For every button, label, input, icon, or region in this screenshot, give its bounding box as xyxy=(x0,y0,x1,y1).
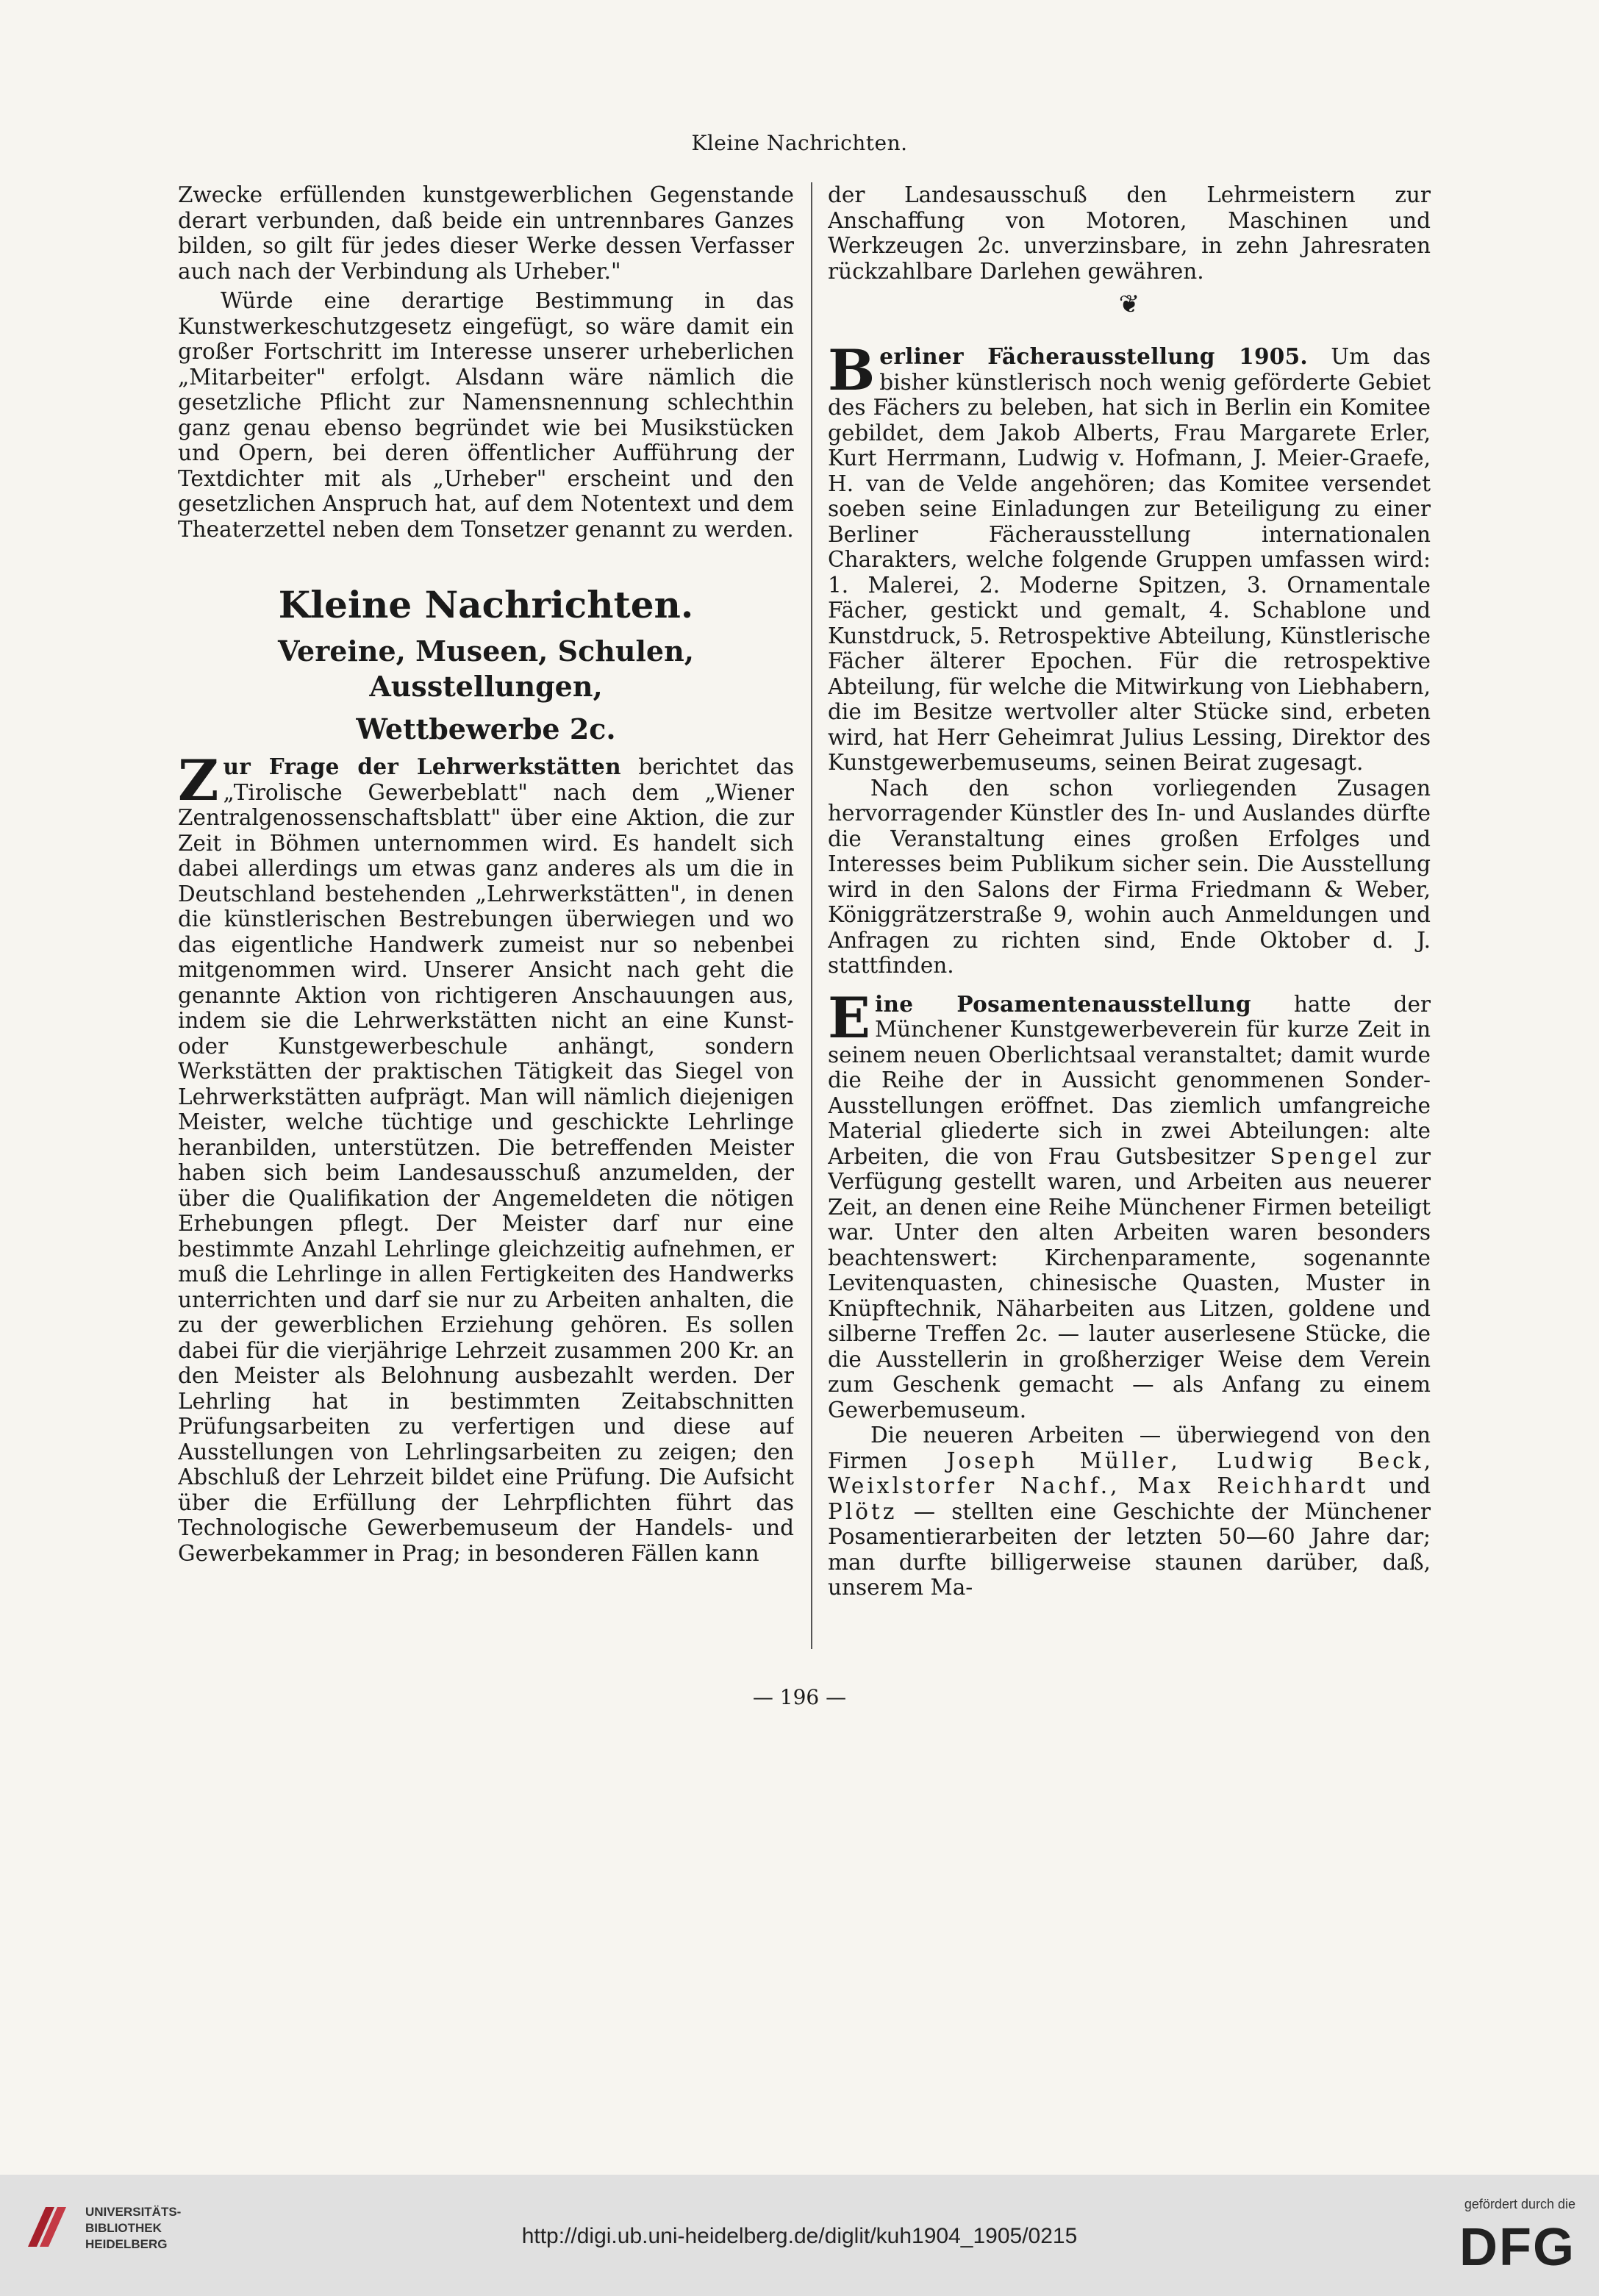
lead-in: ur Frage der Lehrwerkstätten xyxy=(223,754,621,779)
paragraph-text: , xyxy=(1170,1448,1217,1473)
paragraph-text: hatte der Münchener Kunstgewerbeverein für kurze Zeit in seinem neuen Oberlichtsaal veranstaltet; damit wurde die Reihe der in Aussicht genommenen Sonder-Ausstellungen eröffnet. Das ziemlich umfangreiche Material gliederte sich in zwei Abteilungen: alte Arbeiten, die von Frau Gutsbesitzer xyxy=(828,991,1431,1169)
section-subtitle: Wettbewerbe 2c. xyxy=(356,712,616,745)
paragraph-text: zur Verfügung gestellt waren, und Arbeiten aus neuerer Zeit, an denen eine Reihe Münchener Firmen beteiligt war. Unter den alten Arbeiten waren besonders beachtenswert: Kirchenparamente, sogenannte Levitenquasten, chinesische Quasten, Muster in Knüpftechnik, Näharbeiten aus Litzen, goldene und silberne Treffen 2c. — lauter auserlesene Stücke, die die Ausstellerin in großherziger Weise dem Verein zum Geschenk gemacht — als Anfang zu einem Gewerbemuseum. xyxy=(828,1143,1431,1423)
library-name: UNIVERSITÄTS- BIBLIOTHEK HEIDELBERG xyxy=(85,2205,182,2251)
funding-note: gefördert durch die xyxy=(1464,2197,1575,2211)
paragraph: Nach den schon vorliegenden Zusagen hervorragender Künstler des In- und Auslandes dürfte die Veranstaltung eines großen Erfolges und Interesses beim Publikum sicher sein. Die Ausstellung wird in den Salons der Firma Friedmann & Weber, Königgrätzerstraße 9, wohin auch Anmeldungen und Anfragen zu richten sind, Ende Oktober d. J. stattfinden. xyxy=(828,775,1431,978)
dfg-logo: DFG xyxy=(1459,2218,1575,2277)
paragraph-text: berichtet das „Tirolische Gewerbeblatt" nach dem „Wiener Zentralgenossenschaftsblatt" über eine Aktion, die zur Zeit in Böhmen unternommen wird. Es handelt sich dabei allerdings um etwas ganz anderes als um die in Deutschland bestehenden „Lehrwerkstätten", in denen die künstlerischen Bestrebungen überwiegen und wo das eigentliche Handwerk zumeist nur so nebenbei mitgenommen wird. Unserer Ansicht nach geht die genannte Aktion von richtigeren Anschauungen aus, indem sie die Lehrwerkstätten nicht an eine Kunst- oder Kunstgewerbeschule anhängt, sondern Werkstätten der praktischen Tätigkeit das Siegel von Lehrwerkstätten aufprägt. Man will nämlich diejenigen Meister, welche tüchtige und geschickte Lehrlinge heranbilden, unterstützen. Die betreffenden Meister haben sich beim Landesausschuß anzumelden, der über die Qualifikation der Angemeldeten die nötigen Erhebungen pflegt. Der Meister darf nur eine bestimmte Anzahl Lehrlinge gleichzeitig aufnehmen, er muß die Lehrlinge in allen Fertigkeiten des Handwerks unterrichten und darf sie nur zu Arbeiten anhalten, die zu der gewerblichen Erziehung gehören. Es sollen dabei für die vierjährige Lehrzeit zusammen 200 Kr. an den Meister als Belohnung ausbezahlt werden. Der Lehrling hat in bestimmten Zeitabschnitten Prüfungsarbeiten zu verfertigen und diese auf Ausstellungen von Lehrlingsarbeiten zu zeigen; den Abschluß der Lehrzeit bildet eine Prüfung. Die Aufsicht über die Erfüllung der Lehrpflichten führt das Technologische Gewerbemuseum der Handels- und Gewerbekammer in Prag; in besonderen Fällen kann xyxy=(178,754,794,1566)
column-divider xyxy=(811,182,812,1649)
paragraph-text: , xyxy=(1423,1448,1431,1473)
paragraph-text: , xyxy=(1110,1473,1138,1498)
paragraph xyxy=(828,337,1431,776)
drop-initial: Z xyxy=(178,748,219,813)
paragraph: Würde eine derartige Bestimmung in das Kunstwerkeschutzgesetz eingefügt, so wäre damit ein großer Fortschritt im Interesse unserer urheberlichen „Mitarbeiter" erfolgt. Alsdann wäre nämlich die gesetzliche Pflicht zur Namensnennung schlechthin ganz genau ebenso begründet wie bei Musikstücken und Opern, bei deren öffentlicher Aufführung der Textdichter mit als „Urheber" erscheint und den gesetzlichen Anspruch hat, auf dem Notentext und dem Theaterzettel neben dem Tonsetzer genannt zu werden. xyxy=(178,288,794,542)
running-head: Kleine Nachrichten. xyxy=(691,131,908,155)
right-column xyxy=(828,182,1431,1645)
spaced-name: Plötz xyxy=(828,1498,898,1524)
page-number: — 196 — xyxy=(752,1685,847,1709)
spaced-name: Weixlstorfer Nachf. xyxy=(828,1473,1111,1498)
lead-in: ine Posamentenausstellung xyxy=(874,990,1251,1017)
paragraph-text: — stellten eine Geschichte der Münchener Posamentierarbeiten der letzten 50—60 Jahre dar; man durfte billigerweise staunen darüber, daß, unserem Ma- xyxy=(828,1498,1431,1600)
source-url-link[interactable]: http://digi.ub.uni-heidelberg.de/diglit/kuh1904_1905/0215 xyxy=(521,2224,1078,2248)
paragraph-text: Um das bisher künstlerisch noch wenig geförderte Gebiet des Fächers zu beleben, hat sich in Berlin ein Komitee gebildet, dem Jakob Alberts, Frau Margarete Erler, Kurt Herrmann, Ludwig v. Hofmann, J. Meier-Graefe, H. van de Velde angehören; das Komitee versendet soeben seine Einladungen zur Beteiligung zu einer Berliner Fächerausstellung internationalen Charakters, welche folgende Gruppen umfassen wird: 1. Malerei, 2. Moderne Spitzen, 3. Ornamentale Fächer, gestickt und gemalt, 4. Schablone und Kunstdruck, 5. Retrospektive Abteilung, Künstlerische Fächer älterer Epochen. Für die retrospektive Abteilung, für welche die Mitwirkung von Liebhabern, die im Besitze wertvoller alter Stücke sind, erbeten wird, hat Herr Geheimrat Julius Lessing, Direktor des Kunstgewerbemuseums, seinen Beirat zugesagt. xyxy=(828,344,1431,775)
fleuron-ornament: ❦ xyxy=(1118,290,1140,319)
paragraph-text: und xyxy=(1368,1473,1431,1498)
lead-in: erliner Fächerausstellung 1905. xyxy=(879,343,1309,369)
spaced-name: Joseph Müller xyxy=(946,1448,1171,1473)
section-title: Kleine Nachrichten. xyxy=(278,583,694,626)
drop-initial: E xyxy=(828,984,870,1051)
paragraph xyxy=(178,748,794,1566)
paragraph-text: Die neueren Arbeiten — überwiegend von den Firmen xyxy=(828,1423,1431,1473)
paragraph: der Landesausschuß den Lehrmeistern zur Anschaffung von Motoren, Maschinen und Werkzeugen 2c. unverzinsbare, in zehn Jahresraten rückzahlbare Darlehen gewähren. xyxy=(828,182,1431,284)
left-column xyxy=(178,182,794,1645)
paragraph xyxy=(828,984,1431,1423)
spaced-name: Max Reichhardt xyxy=(1137,1473,1369,1498)
paragraph xyxy=(828,1423,1431,1601)
paragraph: Zwecke erfüllenden kunstgewerblichen Gegenstande derart verbunden, daß beide ein untrennbares Ganzes bilden, so gilt für jedes dieser Werke dessen Verfasser auch nach der Verbindung als Urheber." xyxy=(178,182,794,284)
section-subtitle: Vereine, Museen, Schulen, Ausstellungen, xyxy=(278,634,694,703)
spaced-name: Ludwig Beck xyxy=(1216,1448,1424,1473)
footer-bar xyxy=(0,2175,1599,2296)
spaced-name: Spengel xyxy=(1270,1143,1380,1169)
drop-initial: B xyxy=(828,337,876,403)
